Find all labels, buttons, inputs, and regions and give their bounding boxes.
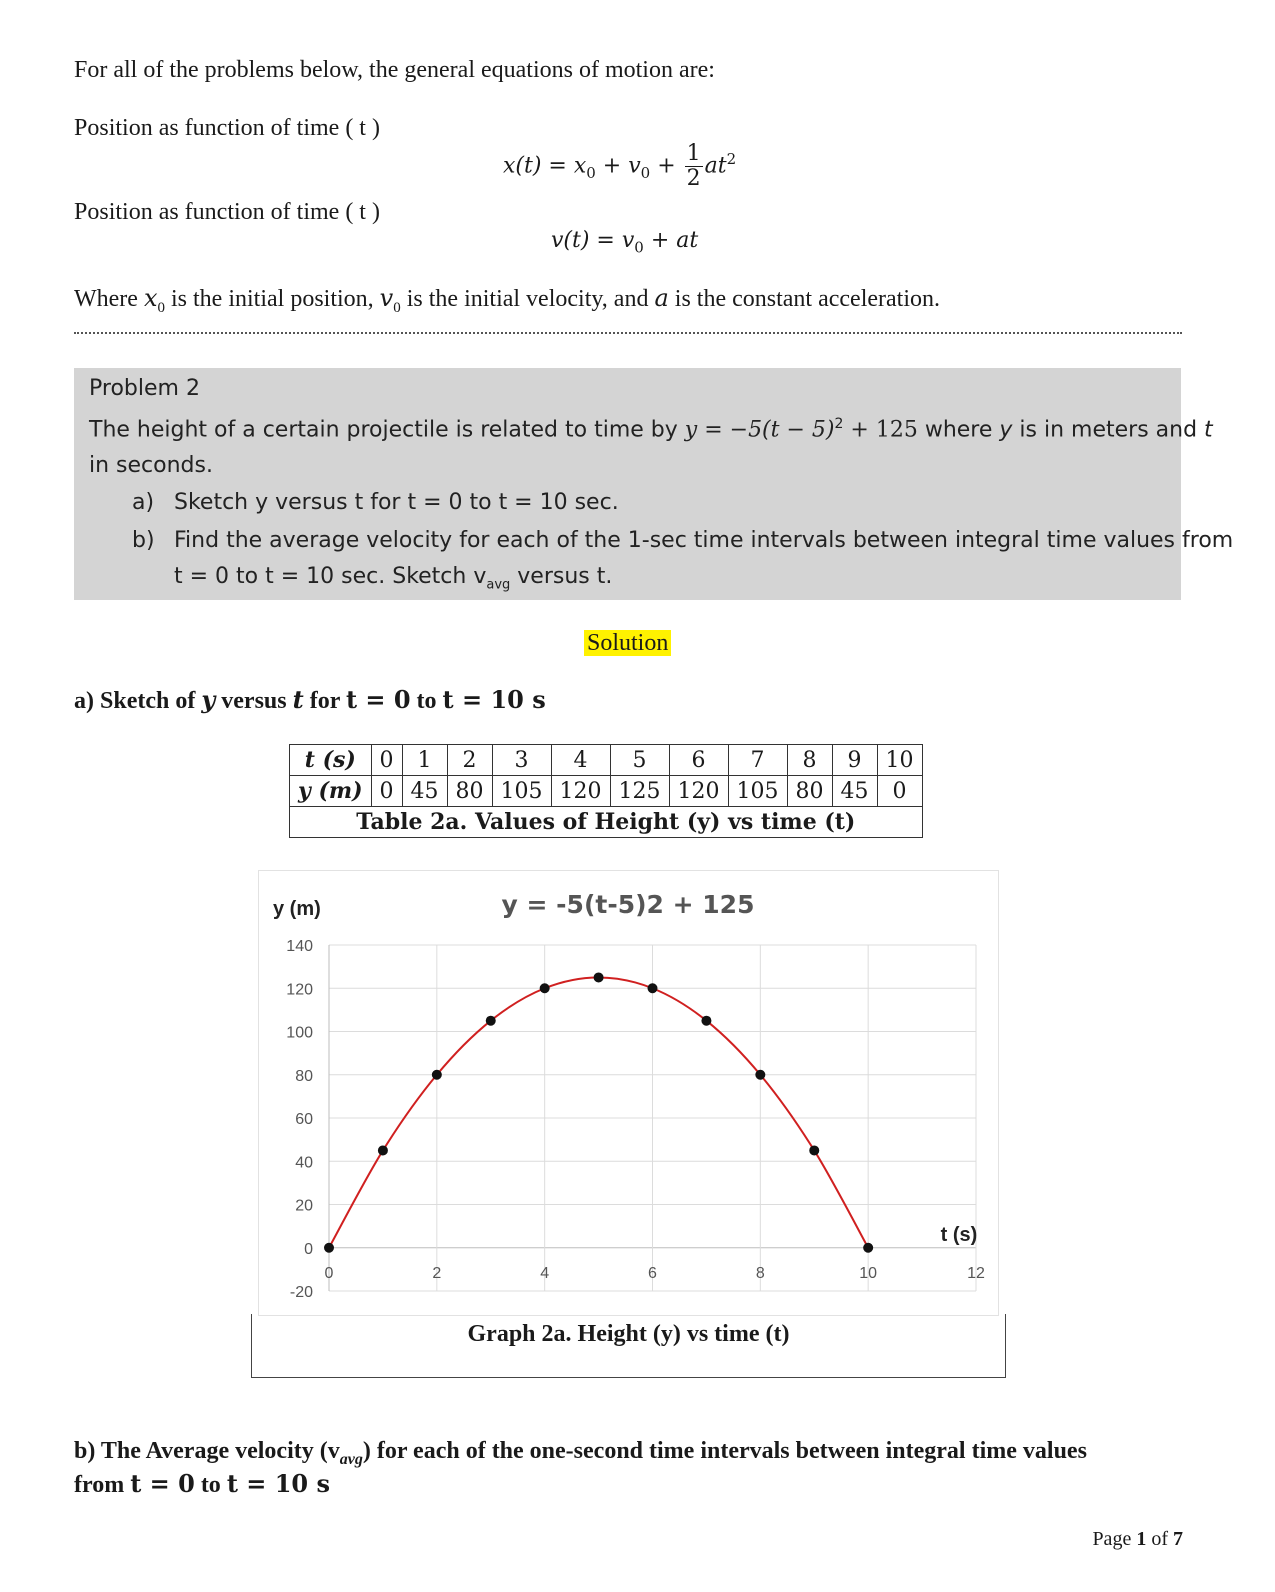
problem-box	[74, 368, 1234, 600]
position-label-2: Position as function of time ( t )	[74, 199, 380, 225]
y-cell: 0	[877, 776, 922, 807]
values-table	[289, 744, 923, 838]
y-cell: 125	[610, 776, 669, 807]
dotted-divider	[74, 332, 1182, 334]
table-row	[290, 776, 923, 807]
item-b-marker: b)	[132, 528, 155, 553]
x-axis-label: t (s)	[940, 1224, 978, 1246]
y-cell: 80	[447, 776, 492, 807]
data-point	[701, 1016, 711, 1026]
t-cell: 7	[728, 745, 787, 776]
data-point	[809, 1145, 819, 1155]
y-tick-label: 60	[295, 1111, 313, 1128]
equation-velocity: $v(t) = v_0$ + at	[551, 228, 699, 257]
y-tick-labels	[286, 938, 313, 1301]
x-tick-label: 2	[432, 1264, 442, 1282]
t-cell: 1	[402, 745, 447, 776]
part-b-heading: b) The Average velocity $(v_{avg})$ for each of the one-second time intervals between integral time values	[74, 1438, 1087, 1468]
data-point	[324, 1243, 334, 1253]
y-tick-label: 0	[304, 1240, 313, 1258]
y-cell: 105	[492, 776, 551, 807]
row-label-t: t (s)	[290, 745, 372, 776]
y-cell: 120	[551, 776, 610, 807]
t-cell: 0	[371, 745, 402, 776]
x-tick-labels	[325, 1265, 985, 1282]
solution-label: Solution	[584, 629, 671, 657]
problem-title: Problem 2	[89, 376, 200, 401]
t-cell: 3	[492, 745, 551, 776]
x-tick-label: 8	[755, 1264, 765, 1282]
t-cell: 9	[832, 745, 877, 776]
x-tick-label: 4	[540, 1264, 550, 1282]
table-row	[290, 745, 923, 776]
y-cell: 105	[728, 776, 787, 807]
t-cell: 8	[787, 745, 832, 776]
part-b-heading-line2: from t = 0 to t = 10 s	[74, 1469, 330, 1498]
intro-line: For all of the problems below, the general equations of motion are:	[74, 57, 715, 83]
y-tick-label: 140	[286, 938, 313, 955]
data-points	[324, 972, 873, 1252]
item-b-text: Find the average velocity for each of the 1-sec time intervals between integral time values from	[174, 528, 1234, 553]
y-tick-label: 100	[286, 1024, 313, 1042]
height-vs-time-chart	[259, 871, 998, 1315]
data-point	[594, 972, 604, 982]
y-cell: 80	[787, 776, 832, 807]
parabola-curve	[329, 977, 868, 1247]
chart-grid	[329, 945, 976, 1291]
y-tick-label: -20	[289, 1284, 313, 1301]
row-label-y: y (m)	[290, 776, 372, 807]
table-caption: Table 2a. Values of Height (y) vs time (t)	[290, 807, 923, 838]
position-label-1: Position as function of time ( t )	[74, 115, 380, 141]
data-point	[863, 1243, 873, 1253]
t-cell: 5	[610, 745, 669, 776]
data-point	[540, 983, 550, 993]
y-cell: 120	[669, 776, 728, 807]
t-cell: 2	[447, 745, 492, 776]
data-point	[378, 1145, 388, 1155]
item-a-text: Sketch y versus t for t = 0 to t = 10 sec.	[174, 490, 619, 515]
y-cell: 45	[832, 776, 877, 807]
page-number: Page 1 of 7	[1092, 1528, 1183, 1550]
table-row	[290, 807, 923, 838]
values-table-wrap	[289, 744, 923, 838]
y-tick-label: 120	[286, 981, 313, 999]
y-cell: 0	[371, 776, 402, 807]
problem-statement-line2: in seconds.	[89, 453, 213, 478]
y-cell: 45	[402, 776, 447, 807]
equation-position: $x(t) = x_0 + v_0$ + $\frac{1}{2}$ $at^2$	[503, 141, 737, 191]
item-a-marker: a)	[132, 490, 155, 515]
graph-caption: Graph 2a. Height (y) vs time (t)	[467, 1321, 790, 1347]
y-tick-label: 40	[295, 1154, 313, 1172]
part-a-heading: a) Sketch of y versus t for t = 0 to t = 10 s	[74, 685, 546, 714]
y-tick-label: 20	[295, 1197, 313, 1215]
x-tick-label: 10	[859, 1264, 878, 1282]
problem-statement: The height of a certain projectile is related to time by $y = -5(t - 5)^2 + 125$ where y is in meters and t	[89, 416, 1213, 443]
t-cell: 4	[551, 745, 610, 776]
chart-frame	[258, 870, 999, 1316]
x-tick-label: 12	[967, 1264, 985, 1282]
y-tick-label: 80	[295, 1067, 313, 1085]
data-point	[432, 1070, 442, 1080]
chart-title: y = -5(t-5)2 + 125	[501, 890, 755, 919]
data-point	[486, 1016, 496, 1026]
where-line: Where $x_0$ is the initial position, $v_0$ is the initial velocity, and a is the constant acceleration.	[74, 284, 940, 316]
t-cell: 10	[877, 745, 922, 776]
data-point	[755, 1070, 765, 1080]
data-point	[648, 983, 658, 993]
x-tick-label: 6	[648, 1264, 657, 1282]
x-tick-label: 0	[324, 1264, 334, 1282]
y-axis-label: y (m)	[273, 898, 321, 920]
item-b-text-line2: t = 0 to t = 10 sec. Sketch $v_{avg}$ versus t.	[174, 564, 613, 593]
t-cell: 6	[669, 745, 728, 776]
